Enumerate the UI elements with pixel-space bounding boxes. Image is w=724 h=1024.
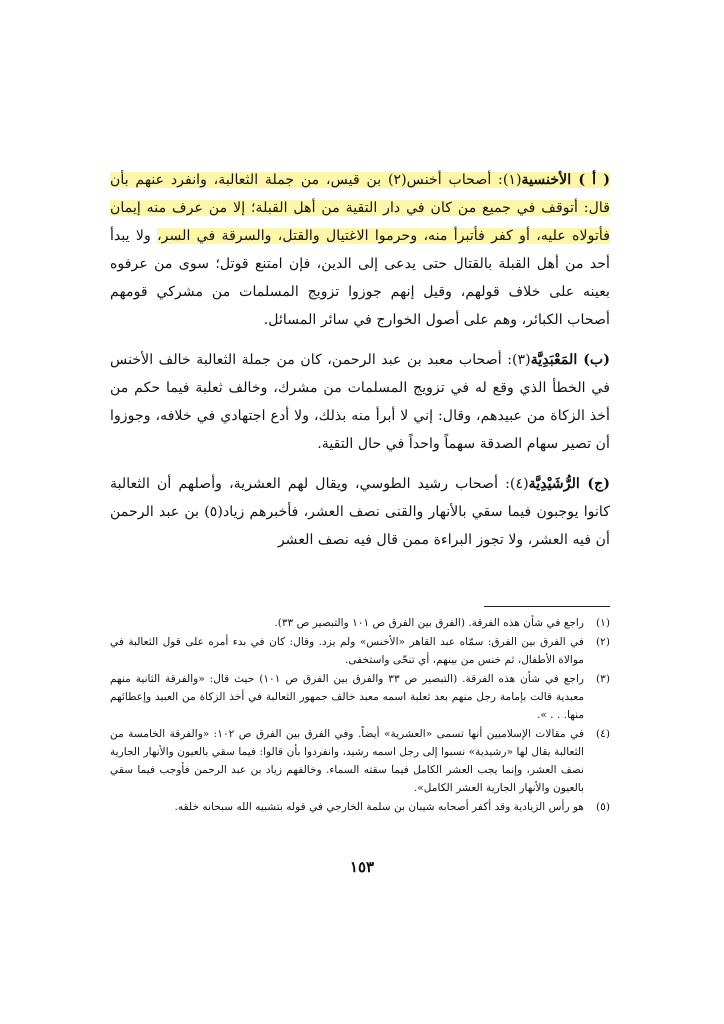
footnote-4: [110, 725, 610, 797]
section-heading-akhnasiyya: ( أ ) الأخنسية: [521, 172, 610, 188]
paragraph-mabadiyya: [110, 346, 610, 458]
paragraph-text: بن عبد الرحمن أن فيه العشر، ولا تجوز البراءة ممن قال فيه نصف العشر: [110, 504, 610, 548]
footnote-number: (١): [596, 617, 610, 629]
footnote-text: في مقالات الإسلاميين أنها تسمى «العشرية» أيضاً. وفي الفرق بين الفرق ص ١٠٢: «والفرقة الخامسة من الثعالبة يقال لها «رشيدية» نسبوا إلى رجل اسمه رشيد، وانفردوا بأن قالوا: فيما سقي بالعيون والأنهار الجارية نصف العشر، وإنما يجب العشر الكامل فيما سقته السماء. وخالفهم زياد بن عبد الرحمن فأوجب فيما سقي بالعيون والأنهار الجارية العشر الكامل».: [110, 728, 585, 794]
paragraph-rushaydiyya: [110, 470, 610, 554]
footnote-ref-3: (٣): [511, 352, 531, 368]
footnotes: [110, 614, 610, 817]
section-heading-rushaydiyya: (ج) الرُّشَيْدِيَّة: [528, 476, 610, 492]
footnote-separator: [484, 606, 610, 607]
paragraph-text: : أصحاب أخنس: [406, 172, 503, 188]
paragraph-gap: [110, 458, 610, 470]
footnote-text: في الفرق بين الفرق: سمّاه عبد القاهر «الأخنس» ولم يزد. وقال: كان في بدء أمره على قول الثعالبة في موالاة الأطفال، ثم خنس من بينهم، أي تنحّى واستخفى.: [110, 636, 584, 666]
footnote-text: هو رأس الزيادية وقد أكفر أصحابه شيبان بن سلمة الخارجي في قوله بتشبيه الله سبحانه خلقه.: [174, 801, 584, 813]
paragraph-text: : أصحاب رشيد الطوسي، ويقال لهم العشرية، وأصلهم أن الثعالبة كانوا يوجبون فيما سقي بالأنهار والقنى نصف العشر، فأخبرهم زياد: [110, 476, 610, 520]
footnote-3: [110, 670, 610, 724]
footnote-ref-5: (٥): [204, 504, 223, 520]
footnote-ref-1: (١): [502, 172, 522, 188]
footnote-ref-2: (٢): [387, 172, 407, 188]
section-heading-mabadiyya: (ب) المَعْبَدِيَّة: [530, 352, 610, 368]
footnote-5: [110, 798, 610, 816]
main-text: [110, 166, 610, 554]
paragraph-gap: [110, 334, 610, 346]
footnote-text: راجع في شأن هذه الفرقة. (التبصير ص ٣٣ والفرق بين الفرق ص ١٠١) حيث قال: «والفرقة الثانية منهم معبدية قالت بإمامة رجل منهم بعد ثعلبة اسمه معبد خالف جمهور الثعالبة في أخذ الزكاة من العبيد وإعطائهم منها. . . ».: [110, 673, 584, 721]
highlighted-passage: [110, 172, 610, 244]
page-number: ١٥٣: [349, 858, 375, 876]
paragraph-akhnasiyya: [110, 166, 610, 334]
footnote-number: (٢): [596, 636, 610, 648]
footnote-number: (٣): [596, 673, 610, 685]
footnote-ref-4: (٤): [509, 476, 529, 492]
paragraph-text: ولا يبدأ أحد من أهل القبلة بالقتال حتى يدعى إلى الدين، فإن امتنع قوتل؛ سوى من عرفوه بعينه على خلاف قولهم، وقيل إنهم جوزوا تزويج المسلمات من مشركي قومهم أصحاب الكبائر، وهم على أصول الخوارج في سائر المسائل.: [110, 228, 610, 328]
paragraph-text: : أصحاب معبد بن عبد الرحمن، كان من جملة الثعالبة خالف الأخنس في الخطأ الذي وقع له في تزويج المسلمات من مشرك، وخالف ثعلبة فيما حكم من أخذ الزكاة من عبيدهم، وقال: إني لا أبرأ منه بذلك، ولا أدع اجتهادي في خلافه، وجوزوا أن تصير سهام الصدقة سهماً واحداً في حال التقية.: [110, 352, 610, 452]
paragraph-text: بن قيس، من جملة الثعالبة، وانفرد عنهم بأن قال: أتوقف في جميع من كان في دار التقية من أهل القبلة؛ إلا من عرف منه إيمان فأتولاه عليه، أو كفر فأتبرأ منه، وحرموا الاغتيال والقتل، والسرقة في السر،: [110, 172, 610, 244]
footnote-2: [110, 633, 610, 669]
footnote-text: راجع في شأن هذه الفرقة. (الفرق بين الفرق ص ١٠١ والتبصير ص ٣٣).: [274, 617, 584, 629]
footnote-number: (٤): [596, 728, 610, 740]
footnote-1: [110, 614, 610, 632]
footnote-number: (٥): [596, 801, 610, 813]
